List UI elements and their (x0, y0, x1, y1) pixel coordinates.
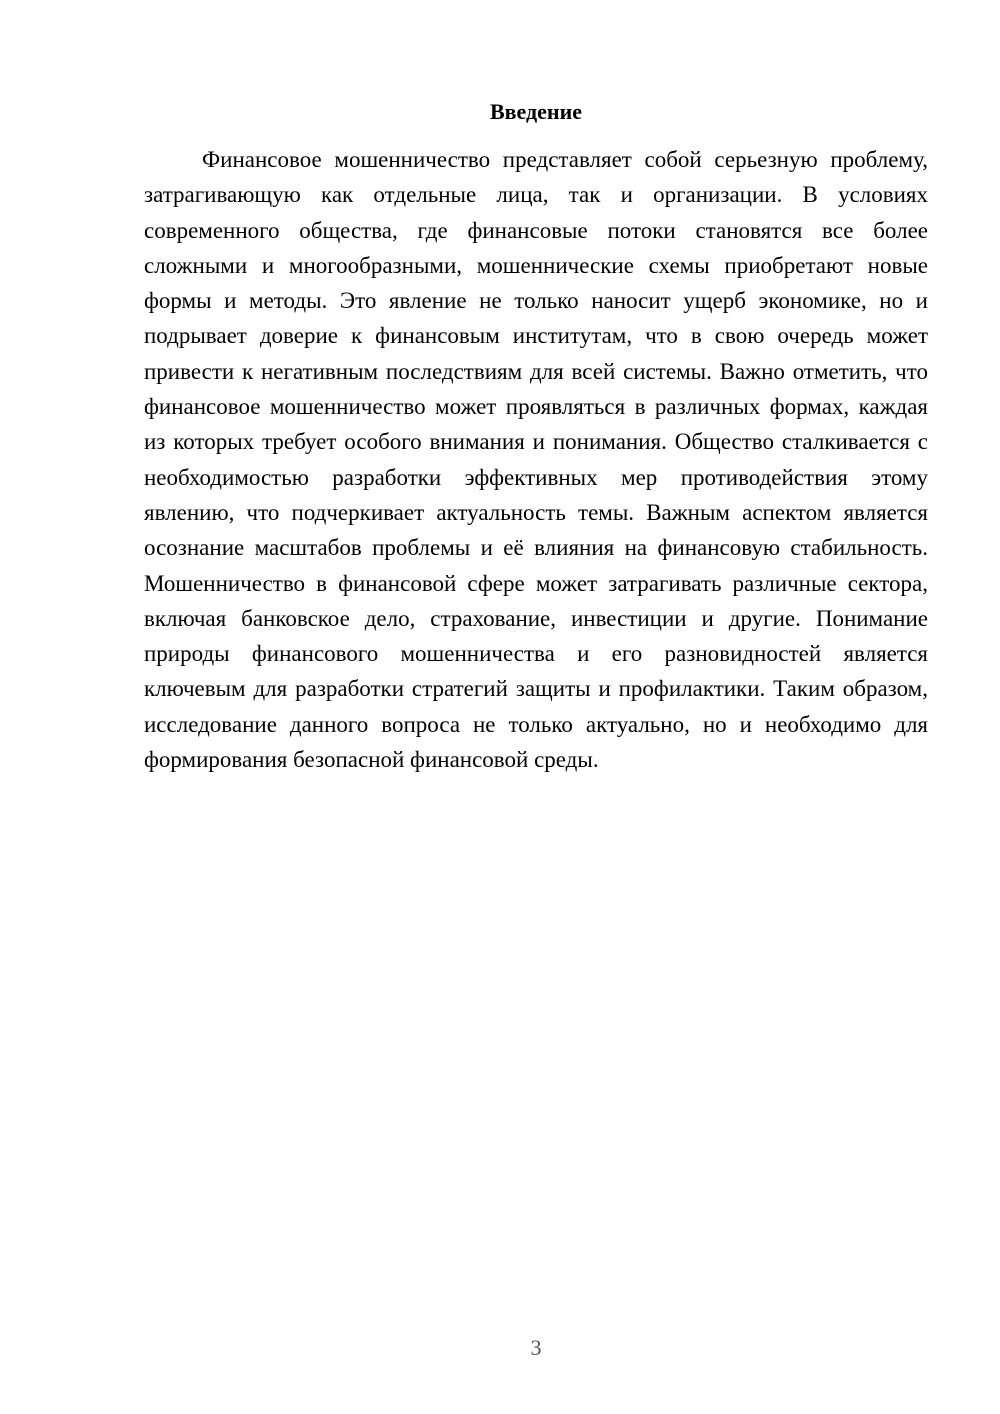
section-heading: Введение (489, 99, 583, 124)
body-paragraph: Финансовое мошенничество представляет собой серьезную проблему, затрагивающую как отдельные лица, так и организации. В условиях современного общества, где финансовые потоки становятся все более сложными и многообразными, мошеннические схемы приобретают новые формы и методы. Это явление не только наносит ущерб экономике, но и подрывает доверие к финансовым институтам, что в свою очередь может привести к негативным последствиям для всей системы. Важно отметить, что финансовое мошенничество может проявляться в различных формах, каждая из которых требует особого внимания и понимания. Общество сталкивается с необходимостью разработки эффективных мер противодействия этому явлению, что подчеркивает актуальность темы. Важным аспектом является осознание масштабов проблемы и её влияния на финансовую стабильность. Мошенничество в финансовой сфере может затрагивать различные сектора, включая банковское дело, страхование, инвестиции и другие. Понимание природы финансового мошенничества и его разновидностей является ключевым для разработки стратегий защиты и профилактики. Таким образом, исследование данного вопроса не только актуально, но и необходимо для формирования безопасной финансовой среды. (144, 147, 928, 773)
page-number: 3 (530, 1335, 542, 1360)
